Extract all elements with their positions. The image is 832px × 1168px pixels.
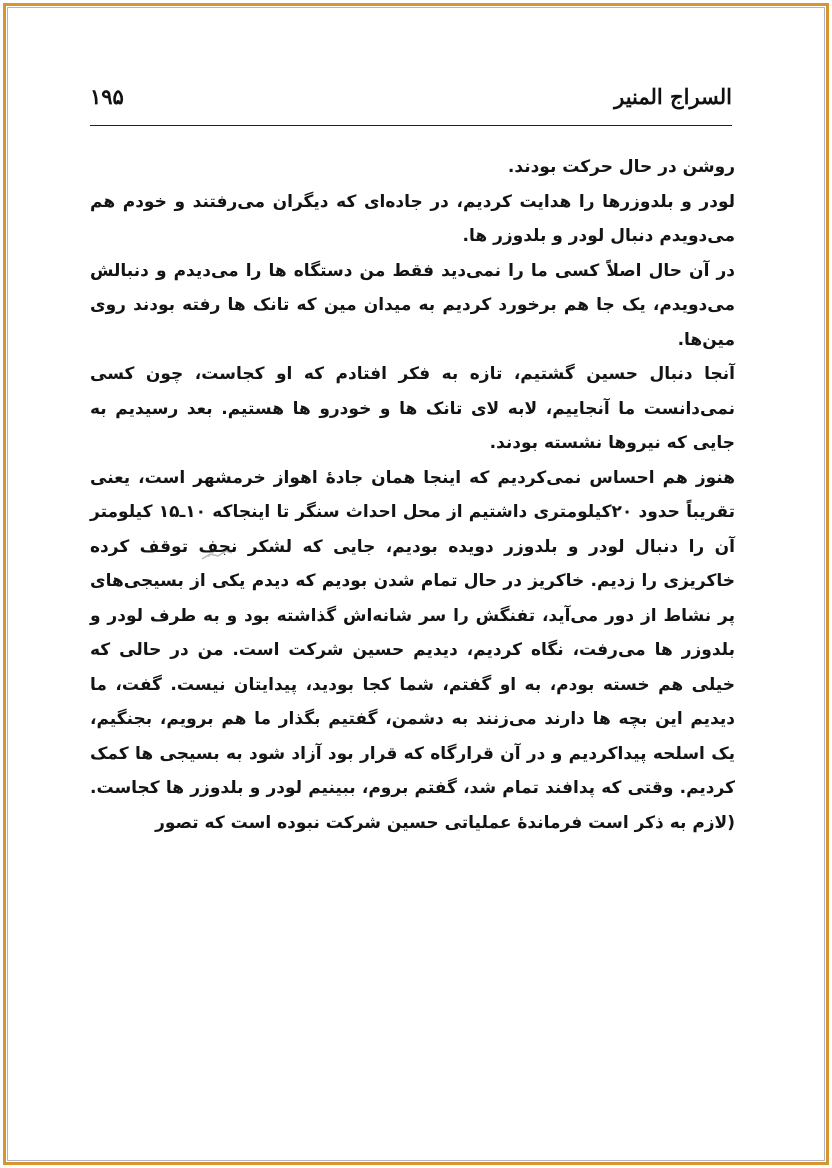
paragraph-5: هنوز هم احساس نمی‌کردیم که اینجا همان جادهٔ اهواز خرمشهر است، یعنی تقریباً حدود ۲۰کیلومتری داشتیم از محل احداث سنگر تا اینجاکه ۱۰ـ۱۵ کیلومتر آن را دنبال لودر و بلدوزر دویده بودیم، جایی که لشکر نجف توقف کرده خاکریزی را زدیم. خاکریز در حال تمام شدن بودیم که دیدم یکی از بسیجی‌های پر نشاط از دور می‌آید، تفنگش را سر شانه‌اش گذاشته بود و به طرف لودر و بلدوزر ها می‌رفت، نگاه کردیم، دیدیم حسین شرکت است. من در حالی که خیلی هم خسته بودم، به او گفتم، شما کجا بودید، پیدایتان نیست. گفت، ما دیدیم این بچه ها دارند می‌زنند به دشمن، گفتیم بگذار ما هم برویم، بجنگیم، یک اسلحه پیداکردیم و در آن قرارگاه که قرار بود آزاد شود به بسیجی ها کمک کردیم. وقتی که پدافند تمام شد، گفتم بروم، ببینیم لودر و بلدوزر ها کجاست. (لازم به ذکر است فرماندهٔ عملیاتی حسین شرکت نبوده است که تصور <box>90 467 735 833</box>
page-number: ۱۹۵ <box>90 84 124 109</box>
paragraph-4: آنجا دنبال حسین گشتیم، تازه به فکر افتادم که او کجاست، چون کسی نمی‌دانست ما آنجاییم، لابه لای تانک ها و خودرو ها هستیم. بعد رسیدیم به جایی که نیروها نشسته بودند. <box>90 364 735 453</box>
running-head <box>90 80 732 122</box>
paragraph-1: روشن در حال حرکت بودند. <box>507 157 735 177</box>
header-rule <box>90 125 732 126</box>
paragraph-3: در آن حال اصلاً کسی ما را نمی‌دید فقط من دستگاه ها را می‌دیدم و دنبالش می‌دویدم، یک جا هم برخورد کردیم به میدان مین که تانک ها رفته بودند روی مین‌ها. <box>90 260 735 350</box>
body-text <box>90 150 735 840</box>
running-head-title: السراج المنیر <box>614 84 732 109</box>
paragraph-2: لودر و بلدوزرها را هدایت کردیم، در جاده‌ای که دیگران می‌رفتند و خودم هم می‌دویدم دنبال لودر و بلدوزر ها. <box>90 191 735 246</box>
